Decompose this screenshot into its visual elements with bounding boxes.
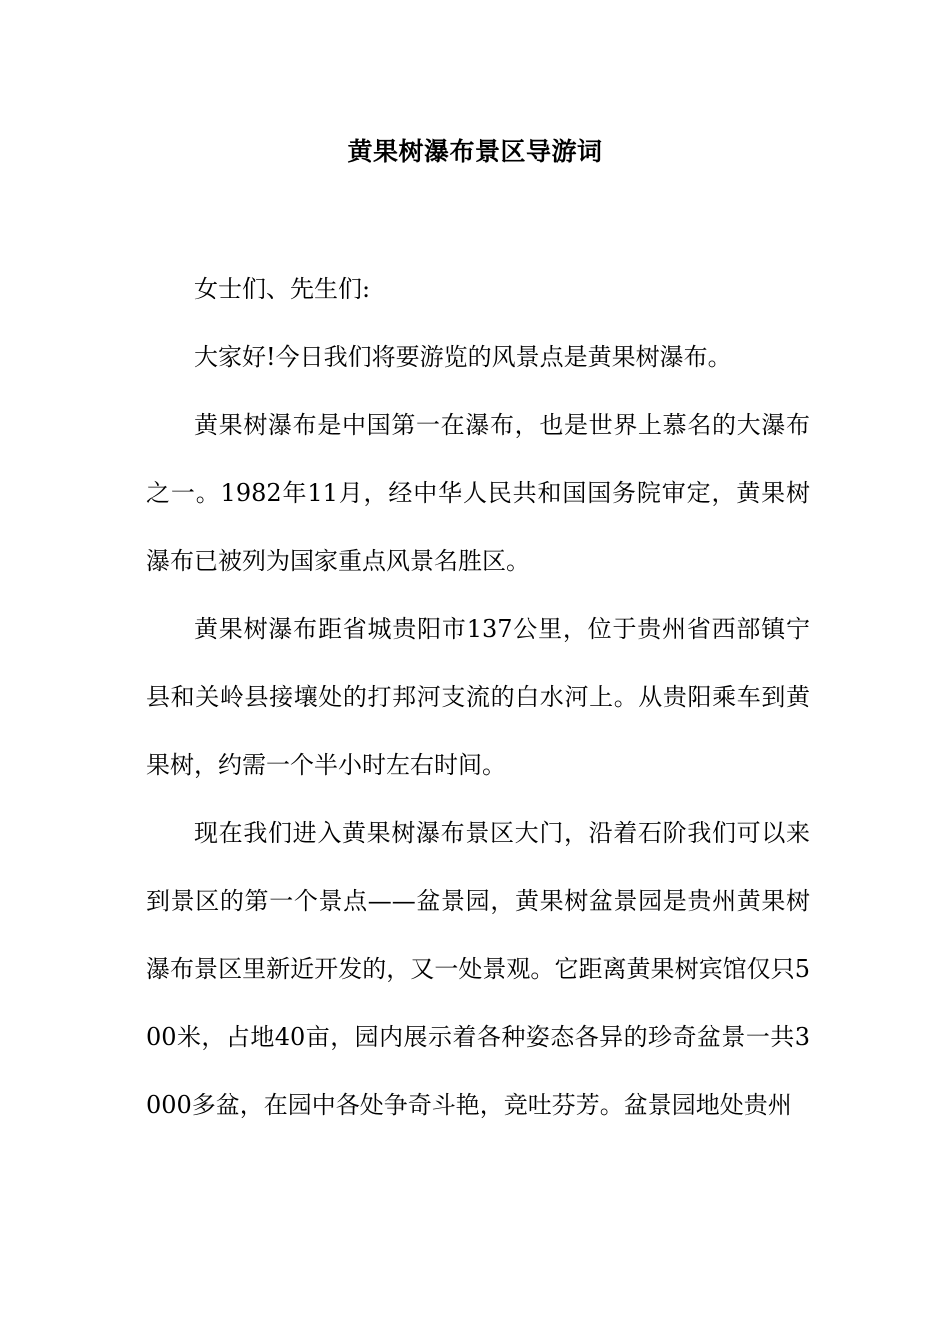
document-body xyxy=(146,255,810,1139)
paragraph-introduction: 黄果树瀑布是中国第一在瀑布，也是世界上慕名的大瀑布之一。1982年11月，经中华人民共和国国务院审定，黄果树瀑布已被列为国家重点风景名胜区。 xyxy=(146,411,810,575)
document-title: 黄果树瀑布景区导游词 xyxy=(347,137,603,166)
paragraph-location: 黄果树瀑布距省城贵阳市137公里，位于贵州省西部镇宁县和关岭县接壤处的打邦河支流的白水河上。从贵阳乘车到黄果树，约需一个半小时左右时间。 xyxy=(146,615,810,779)
paragraph-greeting: 女士们、先生们: xyxy=(194,275,371,303)
paragraph-bonsai-garden: 现在我们进入黄果树瀑布景区大门，沿着石阶我们可以来到景区的第一个景点——盆景园，黄果树盆景园是贵州黄果树瀑布景区里新近开发的，又一处景观。它距离黄果树宾馆仅只500米，占地40亩，园内展示着各种姿态各异的珍奇盆景一共3000多盆，在园中各处争奇斗艳，竞吐芬芳。盆景园地处贵州 xyxy=(146,819,810,1119)
paragraph-welcome: 大家好!今日我们将要游览的风景点是黄果树瀑布。 xyxy=(194,343,732,371)
